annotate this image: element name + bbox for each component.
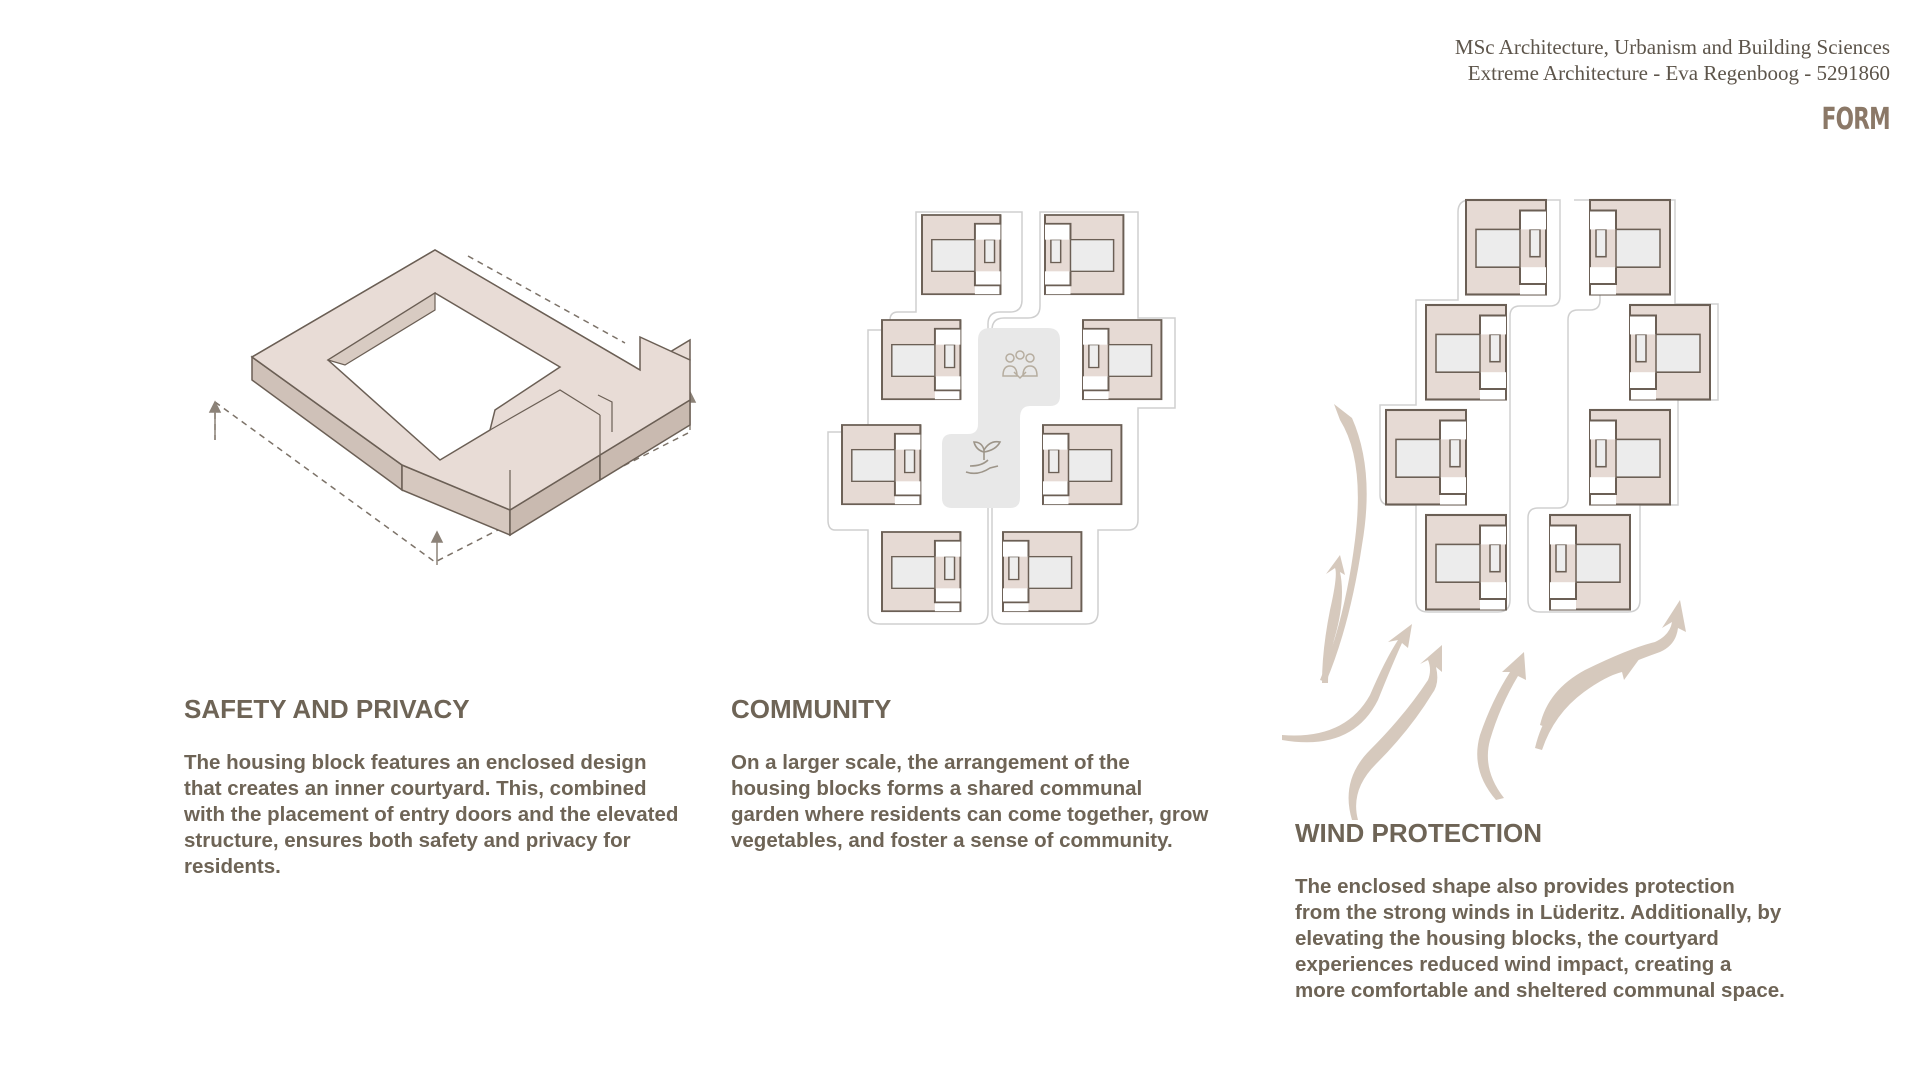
wind-heading: WIND PROTECTION xyxy=(1295,818,1542,848)
community-plan-diagram xyxy=(828,212,1175,624)
section-title: FORM xyxy=(1821,102,1890,137)
wind-arrow xyxy=(1477,652,1526,800)
wind-protection-diagram xyxy=(1282,200,1718,820)
safety-description: The housing block features an enclosed design that creates an inner courtyard. This, combined with the placement of entry doors and the elevated structure, ensures both safety and privacy for residents. xyxy=(184,751,679,878)
safety-heading: SAFETY AND PRIVACY xyxy=(184,694,470,724)
wind-description: The enclosed shape also provides protection from the strong winds in Lüderitz. Additionally, by elevating the housing blocks, the courtyard experiences reduced wind impact, creating a more comfortable and sheltered communal space. xyxy=(1295,875,1785,1002)
community-heading: COMMUNITY xyxy=(731,694,892,724)
studio-author: Extreme Architecture - Eva Regenboog - 5291860 xyxy=(1467,61,1890,85)
community-description: On a larger scale, the arrangement of the housing blocks forms a shared communal garden where residents can come together, grow vegetables, and foster a sense of community. xyxy=(731,751,1209,852)
isometric-block-diagram xyxy=(210,250,695,565)
wind-arrow xyxy=(1349,645,1442,820)
wind-arrow xyxy=(1282,624,1412,742)
program-title: MSc Architecture, Urbanism and Building Sciences xyxy=(1454,35,1890,59)
